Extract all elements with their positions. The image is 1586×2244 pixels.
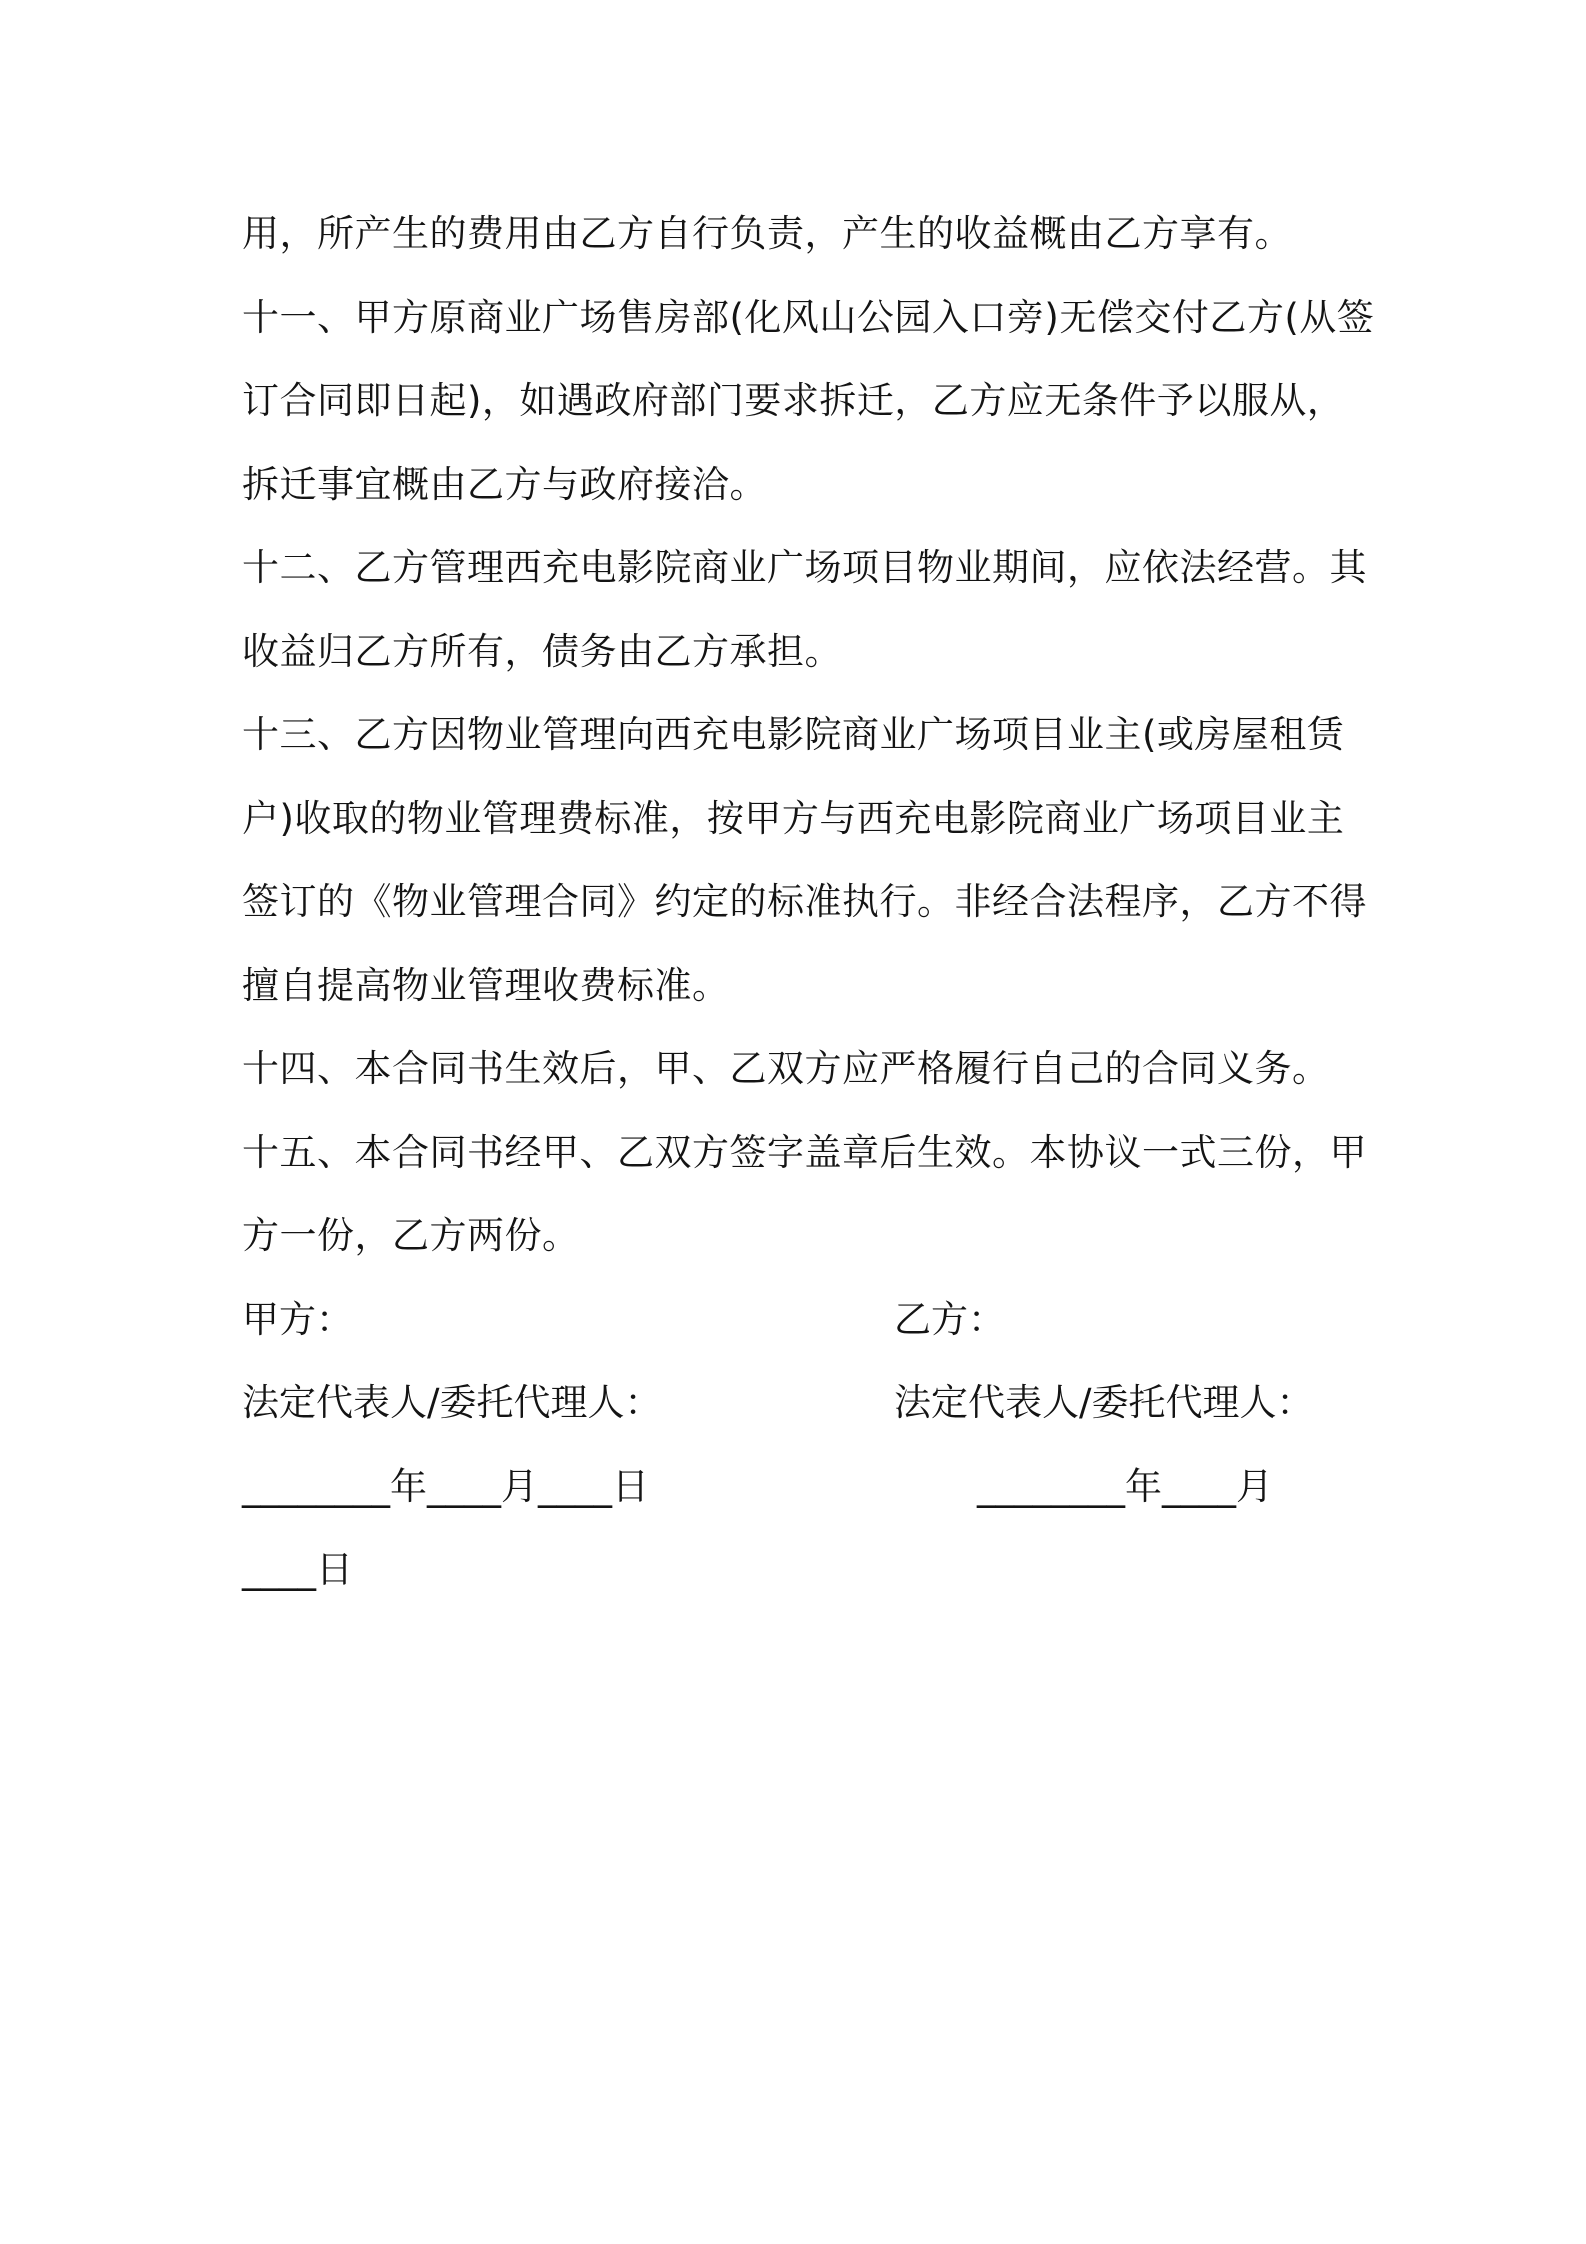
party-b-date-day: ____日	[242, 1548, 353, 1591]
party-b-rep: 法定代表人/委托代理人：	[894, 1381, 1314, 1424]
signature-rep-row	[242, 1361, 1362, 1445]
clause-13-line-4: 擅自提高物业管理收费标准。	[242, 963, 730, 1007]
clause-11-line-3: 拆迁事宜概由乙方与政府接洽。	[242, 462, 767, 506]
clause-15-line-1: 十五、本合同书经甲、乙双方签字盖章后生效。本协议一式三份，甲	[242, 1130, 1367, 1174]
party-b-date: ________年____月	[977, 1464, 1273, 1508]
party-a-label: 甲方：	[242, 1297, 353, 1341]
clause-13-line-2: 户)收取的物业管理费标准，按甲方与西充电影院商业广场项目业主	[242, 796, 1345, 840]
party-a-date: ________年____月____日	[242, 1464, 649, 1508]
clause-13-line-1: 十三、乙方因物业管理向西充电影院商业广场项目业主(或房屋租赁	[242, 713, 1345, 756]
contract-text	[242, 192, 1375, 1612]
clause-12-line-1: 十二、乙方管理西充电影院商业广场项目物业期间，应依法经营。其	[242, 546, 1367, 589]
clause-14-line-1: 十四、本合同书生效后，甲、乙双方应严格履行自己的合同义务。	[242, 1047, 1330, 1090]
clause-11-line-2: 订合同即日起)，如遇政府部门要求拆迁，乙方应无条件予以服从，	[242, 379, 1345, 422]
signature-date-row-2	[242, 1528, 1362, 1612]
clause-11-line-1: 十一、甲方原商业广场售房部(化风山公园入口旁)无偿交付乙方(从签	[242, 295, 1375, 339]
text-line: 用，所产生的费用由乙方自行负责，产生的收益概由乙方享有。	[242, 212, 1292, 255]
party-b-label: 乙方：	[894, 1297, 1005, 1341]
signature-party-row	[242, 1278, 1362, 1362]
signature-date-row	[242, 1445, 1362, 1529]
clause-15-line-2: 方一份，乙方两份。	[242, 1214, 580, 1257]
clause-13-line-3: 签订的《物业管理合同》约定的标准执行。非经合法程序，乙方不得	[242, 880, 1367, 923]
party-a-rep: 法定代表人/委托代理人：	[242, 1381, 662, 1424]
clause-12-line-2: 收益归乙方所有，债务由乙方承担。	[242, 629, 842, 673]
